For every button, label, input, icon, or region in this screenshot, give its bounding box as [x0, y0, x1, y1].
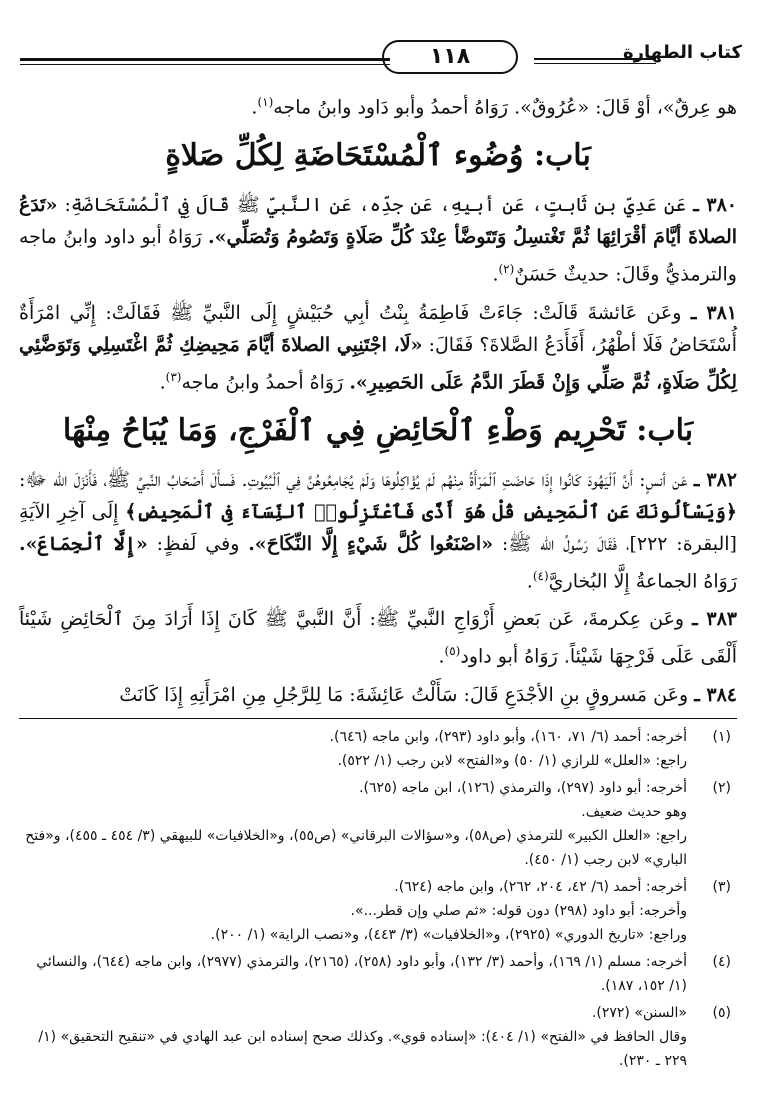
- hadith-source: رَوَاهُ الجماعةُ إِلَّا البُخاريَّ: [548, 570, 737, 593]
- footnote: [19, 776, 737, 872]
- hadith-number: ٣٨٠ ـ: [693, 194, 737, 217]
- quran-verse: ﴿وَيَسْأَلُونَكَ عَنِ ٱلْمَحِيضِ قُلْ هُوَ أَذًى فَٱعْتَزِلُوا۟ ٱلنِّسَآءَ فِى ٱلْمَحِيضِ﴾: [125, 500, 737, 523]
- page-header: [18, 38, 746, 78]
- chapter-heading: بَاب: تَحْرِيم وَطْءِ ٱلْحَائِضِ فِي ٱلْفَرْجِ، وَمَا يُبَاحُ مِنْهَا: [62, 412, 694, 448]
- hadith-number: ٣٨١ ـ: [690, 301, 737, 324]
- hadith-intro: عَن عَدِيِّ بنِ ثَابتٍ، عَن أبيهِ، عَن جدِّه، عَنِ النَّبيِّ ﷺ قَالَ فِي ٱلْمُسْتَحَاضَةِ:: [64, 194, 687, 217]
- footnote-line: وأخرجه: أبو داود (٢٩٨) دون قوله: «ثم صلي وإن قطر...».: [350, 903, 687, 919]
- footnote-line: أخرجه: أبو داود (٢٩٧)، والترمذي (١٢٦)، ابن ماجه (٦٢٥).: [359, 780, 687, 796]
- footnote-line: راجع: «العلل الكبير» للترمذي (ص٥٨)، و«سؤالات البرقاني» (ص٥٥)، و«الخلافيات» للبيهقي (٣/ ٤٥٤ ـ ٤٥٥)، و«فتح الباري» لابن رجب (١/ ٤٥٠).: [25, 828, 687, 868]
- header-rule: [534, 63, 656, 64]
- footnote-mark: (٥): [712, 1005, 731, 1021]
- book-title: كتاب الطهارة: [622, 42, 742, 63]
- hadith-matn: «إِلَّا ٱلْجِمَاعَ».: [19, 532, 148, 555]
- footnote-line: أخرجه: أحمد (٦/ ٤٢، ٢٠٤، ٢٦٢)، وابن ماجه (٦٢٤).: [394, 879, 687, 895]
- footnote-line: وقال الحافظ في «الفتح» (١/ ٤٠٤): «إسناده قوي». وكذلك صحح إسناده ابن عبد الهادي في «تنقيح التحقيق» (١/ ٢٢٩ ـ ٢٣٠).: [38, 1029, 687, 1069]
- header-rule: [534, 58, 656, 60]
- footnote-line: «السنن» (٢٧٢).: [591, 1005, 687, 1021]
- footnote-mark: (١): [712, 729, 731, 745]
- hadith-number: ٣٨٤ ـ: [694, 683, 737, 706]
- footnote-mark: (٣): [712, 879, 731, 895]
- footnote-ref: (٢): [498, 262, 515, 277]
- hadith-text: إِلَى آخِرِ الآيَةِ [البقرة: ٢٢٢]، فَقَالَ رَسُولُ الله ﷺ:: [19, 500, 737, 555]
- footnote-ref: (٥): [444, 644, 461, 659]
- header-rule: [20, 64, 390, 65]
- footnote-line: أخرجه: مسلم (١/ ١٦٩)، وأحمد (٣/ ١٣٢)، وأبو داود (٢٥٨)، (٢١٦٥)، والترمذي (٢٩٧٧)، وابن ماجه (٦٤٤)، والنسائي (١/ ١٥٢، ١٨٧).: [36, 954, 687, 994]
- hadith-number: ٣٨٣ ـ: [692, 608, 738, 631]
- footnote-ref: (٤): [532, 568, 549, 583]
- footnote-line: وهو حديث ضعيف.: [581, 804, 687, 820]
- footnote-line: أخرجه: أحمد (٦/ ٧١، ١٦٠)، وأبو داود (٢٩٣)، وابن ماجه (٦٤٦).: [329, 729, 687, 745]
- footnote-line: راجع: «العلل» للرازي (١/ ٥٠) و«الفتح» لابن رجب (١/ ٥٢٢).: [337, 753, 687, 769]
- footnote-divider: [19, 718, 737, 719]
- hadith-text: وفي لَفظٍ:: [156, 532, 240, 555]
- hadith-intro: وعَن عَائشةَ قَالَتْ: جَاءَتْ فَاطِمَةُ بِنْتُ أبِي حُبَيْشٍ إِلَى النَّبيِّ ﷺ فَقَالَتْ: إِنِّي امْرَأَةٌ أُسْتَحَاضُ فَلَا أطْهُرُ، أَفَأَدَعُ الصَّلاةَ؟ فَقَالَ:: [19, 301, 737, 356]
- hadith-matn: «لَا، اجْتَنِبِي الصلاةَ أيَّامَ مَحِيضِكِ ثُمَّ اغْتَسِلِي وَتَوَضَّئِي لِكُلِّ صَلَاةٍ، ثُمَّ صَلِّي وَإِنْ قَطَرَ الدَّمُ عَلَى الحَصِيرِ».: [19, 333, 737, 393]
- hadith-source: رَوَاهُ أحمدُ وابنُ ماجه: [181, 370, 344, 393]
- hadith-381: ٣٨١ ـ وعَن عَائشةَ قَالَتْ: جَاءَتْ فَاطِمَةُ بِنْتُ أبِي حُبَيْشٍ إِلَى النَّبيِّ ﷺ فَقَالَتْ: إِنِّي امْرَأَةٌ أُسْتَحَاضُ فَلَا أطْهُرُ، أَفَأَدَعُ الصَّلاةَ؟ فَقَالَ: «لَا، اجْتَنِبِي الصلاةَ أيَّامَ مَحِيضِكِ ثُمَّ اغْتَسِلِي وَتَوَضَّئِي لِكُلِّ صَلَاةٍ، ثُمَّ صَلِّي وَإِنْ قَطَرَ الدَّمُ عَلَى الحَصِيرِ». رَوَاهُ أحمدُ وابنُ ماجه$^{(٣)}$.: [19, 301, 737, 393]
- hadith-intro: عَن أنسٍ: أَنَّ ٱلْيَهُودَ كَانُوا إِذَا حَاضَتِ ٱلْمَرْأَةُ مِنْهُم لَمْ يُؤَاكِلُوهَا وَلَمْ يُجَامِعُوهُنَّ فِي ٱلْبُيُوتِ. فَسأَلَ أَصْحَابُ النَّبيِّ ﷺ، فَأَنْزَلَ الله ﷻ:: [19, 468, 688, 491]
- hadith-matn: «تَدَعُ الصلاةَ أيَّامَ أقْرَائِهَا ثُمَّ تَغْتسِلُ وَتَتَوضَّأ عِنْدَ كُلِّ صَلَاةٍ وَتَصُومُ وَتُصَلِّي».: [19, 194, 738, 249]
- chapter-heading: بَاب: وُضُوء ٱلْمُسْتَحَاضَةِ لِكُلِّ صَلاةٍ: [165, 138, 591, 174]
- main-text: [19, 86, 737, 711]
- hadith-matn: «اصْنَعُوا كُلَّ شَيْءٍ إِلَّا النِّكَاحَ».: [248, 532, 494, 555]
- hadith-text: وعَن عِكرمةَ، عَن بَعضِ أَزْوَاجِ النَّبيِّ ﷺ: أَنَّ النَّبيَّ ﷺ كَانَ إِذَا أَرَادَ مِنَ ٱلْحَائِضِ شَيْئاً أَلْقَى عَلَى فَرْجِهَا شَيْئاً. رَوَاهُ أبو داود: [19, 608, 737, 668]
- footnote-line: وراجع: «تاريخ الدوري» (٢٩٢٥)، و«الخلافيات» (٣/ ٤٤٣)، و«نصب الراية» (١/ ٢٠٠).: [210, 927, 687, 943]
- page-number: ١١٨: [382, 40, 518, 74]
- footnote-mark: (٤): [712, 954, 731, 970]
- paragraph-text: هو عِرقٌ»، أوْ قَالَ: «عُرُوقٌ». رَوَاهُ أحمدُ وأبو دَاود وابنُ ماجه: [273, 96, 737, 119]
- hadith-380: ٣٨٠ ـ عَن عَدِيِّ بنِ ثَابتٍ، عَن أبيهِ، عَن جدِّه، عَنِ النَّبيِّ ﷺ قَالَ فِي ٱلْمُسْتَحَاضَةِ: «تَدَعُ الصلاةَ أيَّامَ أقْرَائِهَا ثُمَّ تَغْتسِلُ وَتَتَوضَّأ عِنْدَ كُلِّ صَلَاةٍ وَتَصُومُ وَتُصَلِّي». رَوَاهُ أبو داود وابنُ ماجه والترمذيُّ وقَالَ: حديثٌ حَسَنٌ$^{(٢)}$.: [19, 194, 738, 286]
- continued-paragraph: هو عِرقٌ»، أوْ قَالَ: «عُرُوقٌ». رَوَاهُ أحمدُ وأبو دَاود وابنُ ماجه$^{(١)}$.: [251, 95, 737, 119]
- hadith-383: ٣٨٣ ـ وعَن عِكرمةَ، عَن بَعضِ أَزْوَاجِ النَّبيِّ ﷺ: أَنَّ النَّبيَّ ﷺ كَانَ إِذَا أَرَادَ مِنَ ٱلْحَائِضِ شَيْئاً أَلْقَى عَلَى فَرْجِهَا شَيْئاً. رَوَاهُ أبو داود$^{(٥)}$.: [19, 608, 738, 668]
- footnote-ref: (٣): [165, 369, 182, 384]
- footnotes: [19, 722, 737, 1073]
- hadith-text: وعَن مَسروقٍ بنِ الأجْدَعِ قَالَ: سَأَلْتُ عَائِشَةَ: مَا لِلرَّجُلِ مِنِ امْرَأَتِهِ إِذَا كَانَتْ: [119, 683, 689, 706]
- hadith-384: [19, 679, 737, 711]
- hadith-number: ٣٨٢ ـ: [693, 468, 738, 491]
- footnote-mark: (٢): [712, 780, 731, 796]
- footnote: [19, 950, 737, 998]
- footnote: [19, 1001, 737, 1073]
- footnote-ref: (١): [257, 95, 274, 109]
- header-rule: [20, 58, 390, 61]
- footnote: [19, 875, 737, 947]
- hadith-source: رَوَاهُ أبو داود وابنُ ماجه والترمذيُّ وقَالَ: حديثٌ حَسَنٌ: [19, 226, 737, 286]
- footnote: [19, 725, 737, 773]
- hadith-382: ٣٨٢ ـ عَن أنسٍ: أَنَّ ٱلْيَهُودَ كَانُوا إِذَا حَاضَتِ ٱلْمَرْأَةُ مِنْهُم لَمْ يُؤَاكِلُوهَا وَلَمْ يُجَامِعُوهُنَّ فِي ٱلْبُيُوتِ. فَسأَلَ أَصْحَابُ النَّبيِّ ﷺ، فَأَنْزَلَ الله ﷻ: ﴿وَيَسْأَلُونَكَ عَنِ ٱلْمَحِيضِ قُلْ هُوَ أَذًى فَٱعْتَزِلُوا۟ ٱلنِّسَآءَ فِى ٱلْمَحِيضِ﴾ إِلَى آخِرِ الآيَةِ [البقرة: ٢٢٢]، فَقَالَ رَسُولُ الله ﷺ: «اصْنَعُوا كُلَّ شَيْءٍ إِلَّا النِّكَاحَ». وفي لَفظٍ: «إِلَّا ٱلْجِمَاعَ». رَوَاهُ الجماعةُ إِلَّا البُخاريَّ$^{(٤)}$.: [19, 468, 738, 593]
